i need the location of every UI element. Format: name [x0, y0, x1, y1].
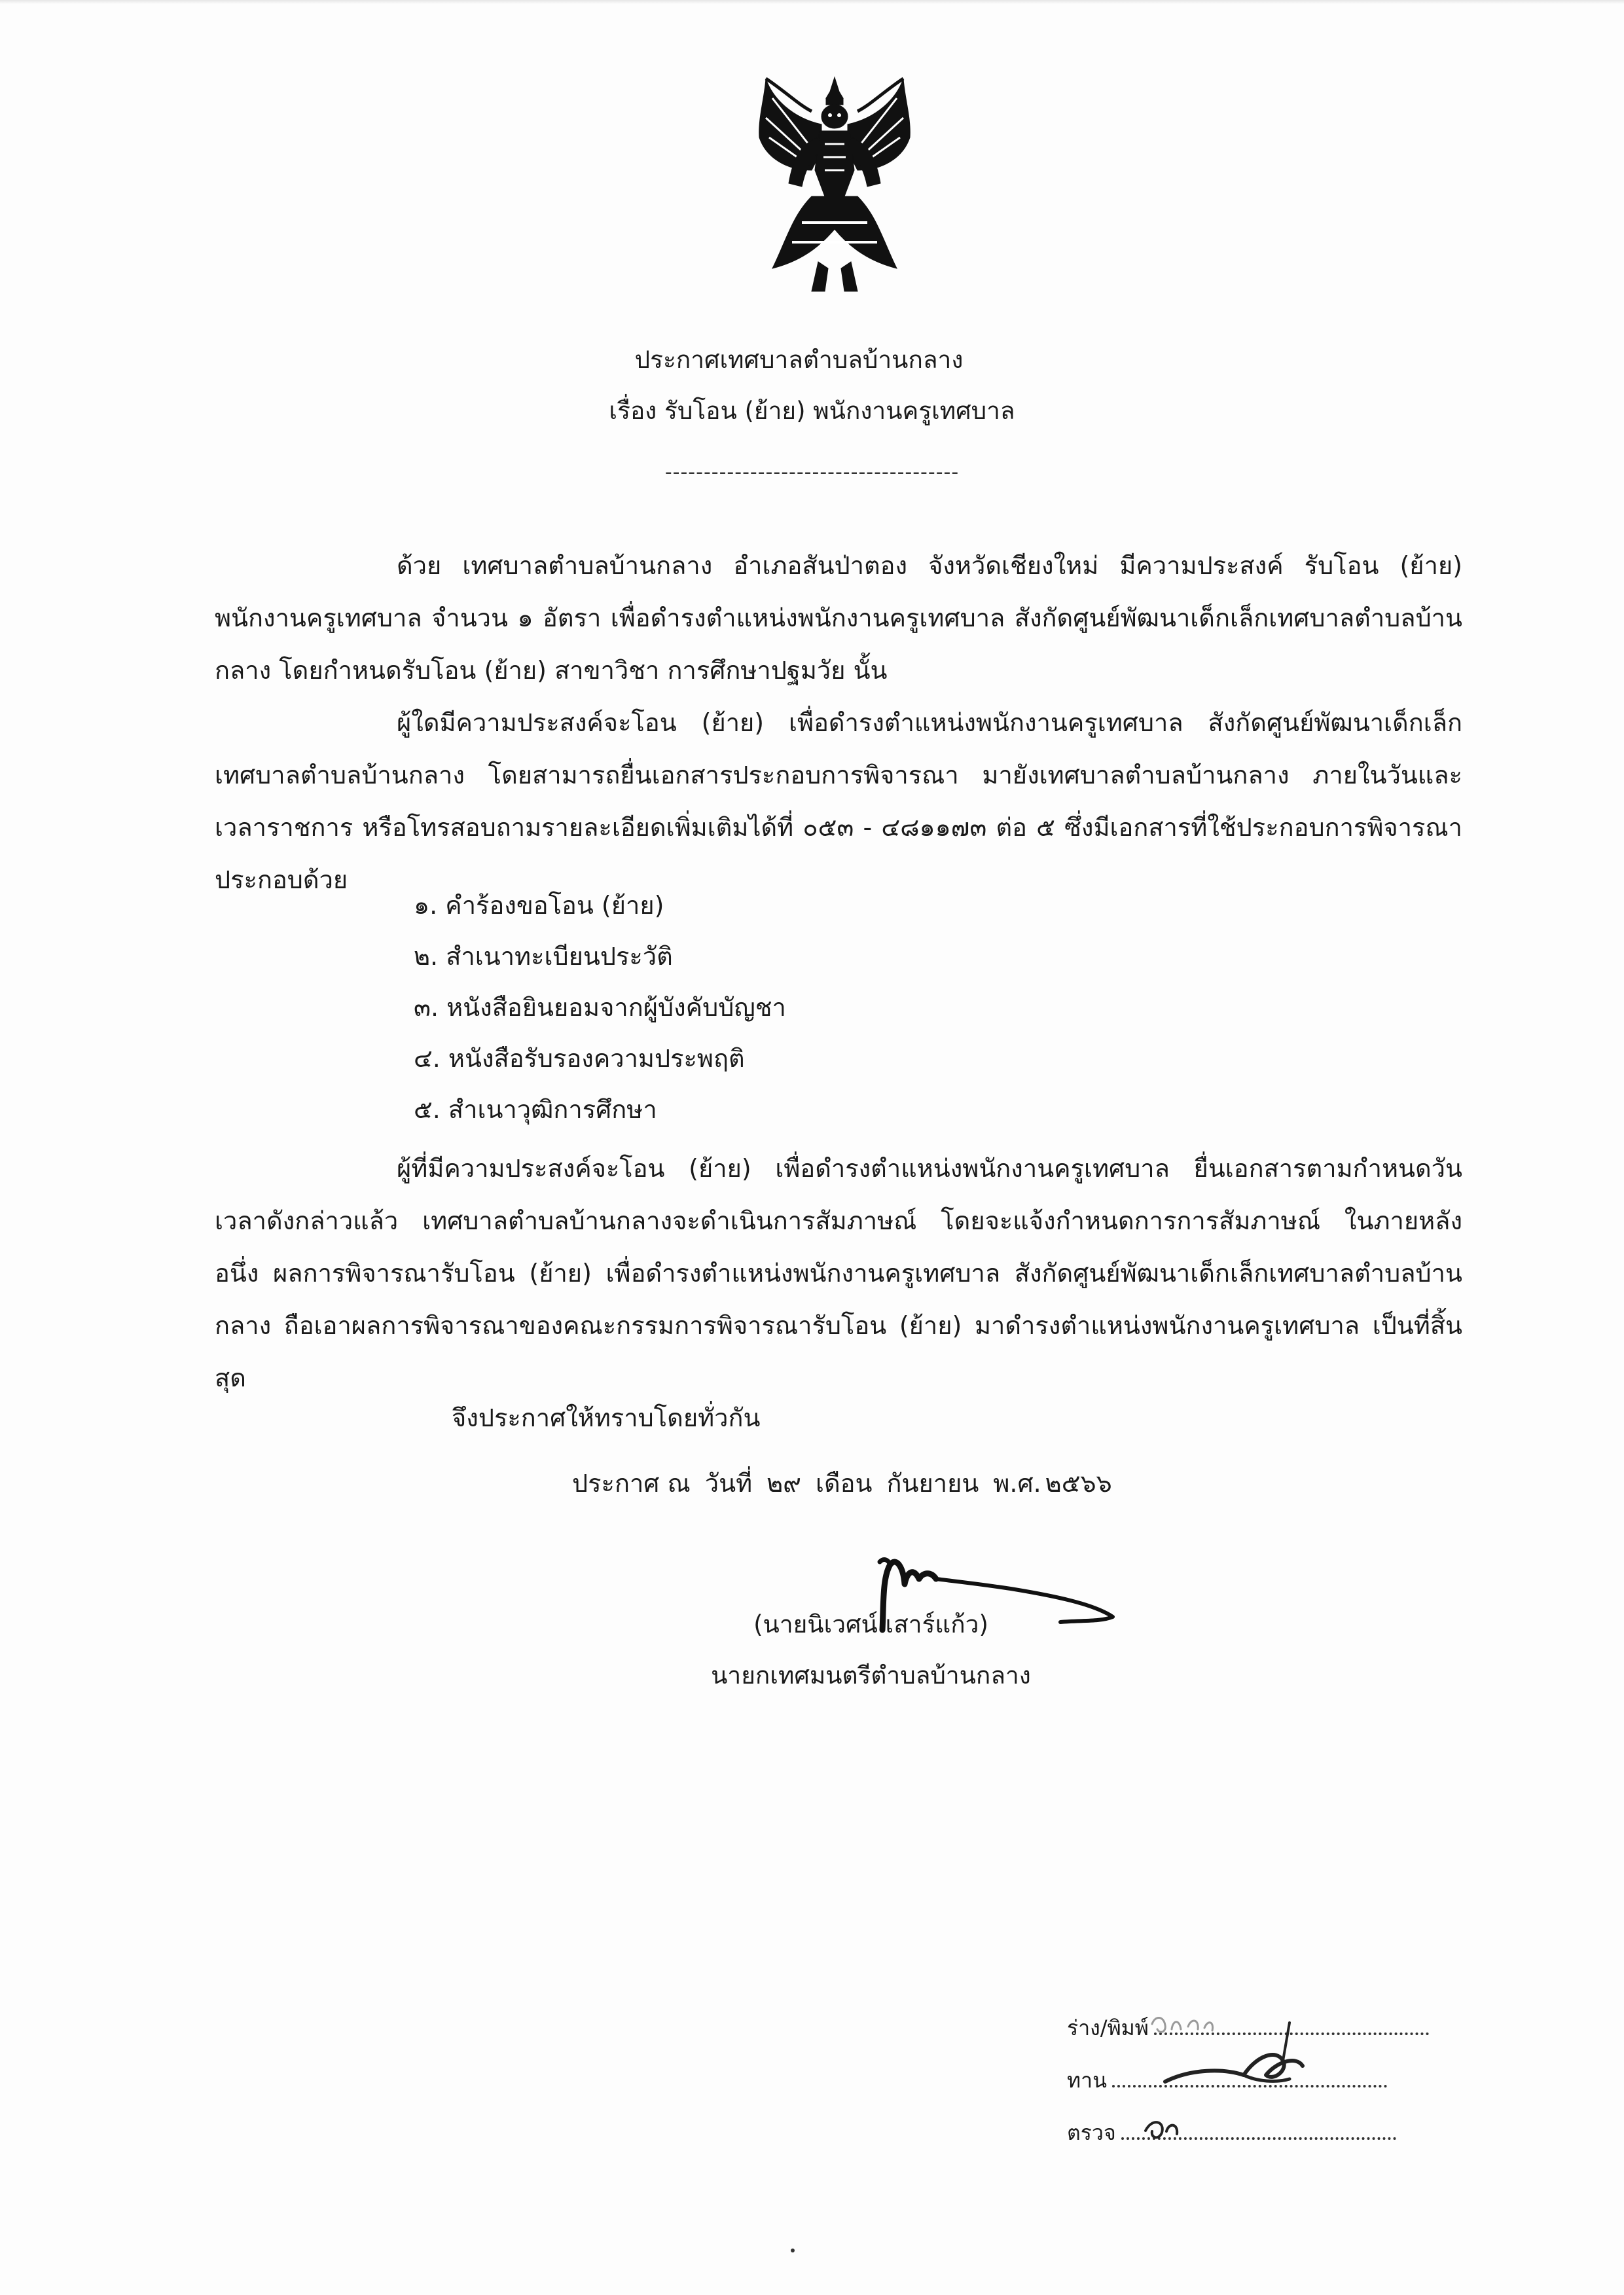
document-list	[414, 880, 786, 1135]
initials-mark	[1126, 1983, 1401, 2154]
list-item: ๕. สำเนาวุฒิการศึกษา	[414, 1095, 657, 1124]
body-paragraph-3-block	[215, 1142, 1462, 1404]
signer-position: นายกเทศมนตรีตำบลบ้านกลาง	[711, 1661, 1031, 1690]
announcement-date	[572, 1464, 1127, 1503]
body-paragraph-2-block	[215, 696, 1462, 906]
list-item: ๒. สำเนาทะเบียนประวัติ	[414, 942, 673, 971]
list-item: ๑. คำร้องขอโอน (ย้าย)	[414, 891, 664, 920]
date-prefix: ประกาศ ณ	[572, 1469, 691, 1498]
list-item: ๓. หนังสือยินยอมจากผู้บังคับบัญชา	[414, 993, 786, 1022]
signer-name: (นายนิเวศน์ เสาร์แก้ว)	[753, 1610, 988, 1638]
body-paragraph-2: ผู้ใดมีความประสงค์จะโอน (ย้าย) เพื่อดำรงตำแหน่งพนักงานครูเทศบาล สังกัดศูนย์พัฒนาเด็กเล็กเทศบาลตำบลบ้านกลาง โดยสามารถยื่นเอกสารประกอบการพิจารณา มายังเทศบาลตำบลบ้านกลาง ภายในวันและเวลาราชการ หรือโทรสอบถามรายละเอียดเพิ่มเติมได้ที่ ๐๕๓ - ๔๘๑๑๗๓ ต่อ ๕ ซึ่งมีเอกสารที่ใช้ประกอบการพิจารณา ประกอบด้วย	[215, 708, 1462, 894]
garuda-emblem-icon	[746, 72, 923, 295]
review-label: ทาน	[1067, 2068, 1107, 2093]
draft-label: ร่าง/พิมพ์	[1067, 2015, 1149, 2040]
announcement-title: ประกาศเทศบาลตำบลบ้านกลาง	[634, 346, 964, 374]
announcement-subject: เรื่อง รับโอน (ย้าย) พนักงานครูเทศบาล	[609, 397, 1015, 425]
body-paragraph-1-block	[215, 539, 1462, 696]
date-day-label: วันที่	[704, 1469, 753, 1498]
date-year-label: พ.ศ.	[993, 1469, 1041, 1498]
body-paragraph-1: ด้วย เทศบาลตำบลบ้านกลาง อำเภอสันป่าตอง จังหวัดเชียงใหม่ มีความประสงค์ รับโอน (ย้าย) พนักงานครูเทศบาล จำนวน ๑ อัตรา เพื่อดำรงตำแหน่งพนักงานครูเทศบาล สังกัดศูนย์พัฒนาเด็กเล็กเทศบาลตำบลบ้านกลาง โดยกำหนดรับโอน (ย้าย) สาขาวิชา การศึกษาปฐมวัย นั้น	[215, 551, 1462, 685]
closing-statement: จึงประกาศให้ทราบโดยทั่วกัน	[452, 1403, 761, 1432]
scan-edge	[0, 0, 1624, 4]
date-year: ๒๕๖๖	[1045, 1469, 1112, 1498]
title-separator: --------------------------------------	[664, 461, 960, 484]
list-item: ๔. หนังสือรับรองความประพฤติ	[414, 1044, 745, 1073]
date-month: กันยายน	[886, 1469, 979, 1498]
body-paragraph-3: ผู้ที่มีความประสงค์จะโอน (ย้าย) เพื่อดำรงตำแหน่งพนักงานครูเทศบาล ยื่นเอกสารตามกำหนดวันเวลาดังกล่าวแล้ว เทศบาลตำบลบ้านกลางจะดำเนินการสัมภาษณ์ โดยจะแจ้งกำหนดการการสัมภาษณ์ ในภายหลัง อนึ่ง ผลการพิจารณารับโอน (ย้าย) เพื่อดำรงตำแหน่งพนักงานครูเทศบาล สังกัดศูนย์พัฒนาเด็กเล็กเทศบาลตำบลบ้านกลาง ถือเอาผลการพิจารณาของคณะกรรมการพิจารณารับโอน (ย้าย) มาดำรงตำแหน่งพนักงานครูเทศบาล เป็นที่สิ้นสุด	[215, 1154, 1462, 1392]
date-month-label: เดือน	[816, 1469, 873, 1498]
check-label: ตรวจ	[1067, 2120, 1116, 2145]
scan-speck	[791, 2249, 795, 2252]
date-day: ๒๙	[767, 1469, 802, 1498]
